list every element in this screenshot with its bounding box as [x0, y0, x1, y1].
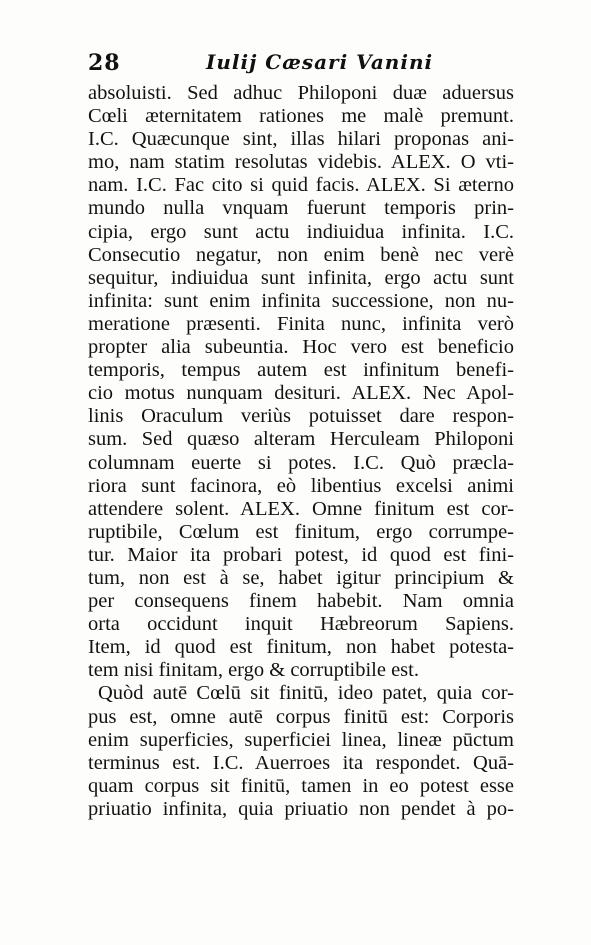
text-line: Quòd autē Cœlū sit finitū, ideo patet, quia cor-: [98, 682, 514, 705]
page-header: [88, 50, 508, 80]
text-line: nam. I.C. Fac cito si quid facis. ALEX. Si æterno: [88, 174, 514, 197]
text-line: enim superficies, superficiei linea, lineæ pūctum: [88, 728, 514, 751]
text-line: mo, nam statim resolutas videbis. ALEX. O vti-: [88, 151, 514, 174]
text-line: tur. Maior ita probari potest, id quod est fini-: [88, 543, 514, 566]
page-number: 28: [88, 50, 121, 76]
body-text: [88, 82, 514, 821]
text-line: cipia, ergo sunt actu indiuidua infinita. I.C.: [88, 220, 514, 243]
text-line: riora sunt facinora, eò libentius excelsi animi: [88, 474, 514, 497]
running-title: Iulij Cæsari Vanini: [206, 50, 434, 74]
text-line: propter alia subeuntia. Hoc vero est beneficio: [88, 336, 514, 359]
text-line: attendere solent. ALEX. Omne finitum est cor-: [88, 497, 514, 520]
text-line: priuatio infinita, quia priuatio non pendet à po-: [88, 797, 514, 820]
text-line: columnam euerte si potes. I.C. Quò præcla-: [88, 451, 514, 474]
text-line: tem nisi finitam, ergo & corruptibile est.: [88, 659, 419, 682]
text-line: absoluisti. Sed adhuc Philoponi duæ aduersus: [88, 82, 514, 104]
text-line: linis Oraculum veriùs potuisset dare respon-: [88, 405, 514, 428]
text-line: orta occidunt inquit Hæbreorum Sapiens.: [88, 613, 514, 636]
text-line: Cœli æternitatem rationes me malè premunt.: [88, 105, 514, 128]
text-line: pus est, omne autē corpus finitū est: Corporis: [88, 705, 514, 728]
text-line: sequitur, indiuidua sunt infinita, ergo actu sunt: [88, 266, 514, 289]
text-line: Item, id quod est finitum, non habet potesta-: [88, 636, 514, 659]
text-line: tum, non est à se, habet igitur principium &: [88, 566, 514, 589]
text-line: I.C. Quæcunque sint, illas hilari proponas ani-: [88, 128, 514, 151]
text-line: infinita: sunt enim infinita successione, non nu-: [88, 289, 514, 312]
text-line: Consecutio negatur, non enim benè nec verè: [88, 243, 514, 266]
text-line: meratione præsenti. Finita nunc, infinita verò: [88, 312, 514, 335]
text-line: mundo nulla vnquam fuerunt temporis prin-: [88, 197, 514, 220]
text-line: temporis, tempus autem est infinitum benefi-: [88, 359, 514, 382]
text-line: terminus est. I.C. Auerroes ita respondet. Quā-: [88, 751, 514, 774]
text-line: per consequens finem habebit. Nam omnia: [88, 590, 514, 613]
text-line: cio motus nunquam desituri. ALEX. Nec Apol-: [88, 382, 514, 405]
text-line: quam corpus sit finitū, tamen in eo potest esse: [88, 774, 514, 797]
text-line: sum. Sed quæso alteram Herculeam Philoponi: [88, 428, 514, 451]
text-line: ruptibile, Cœlum est finitum, ergo corrumpe-: [88, 520, 514, 543]
